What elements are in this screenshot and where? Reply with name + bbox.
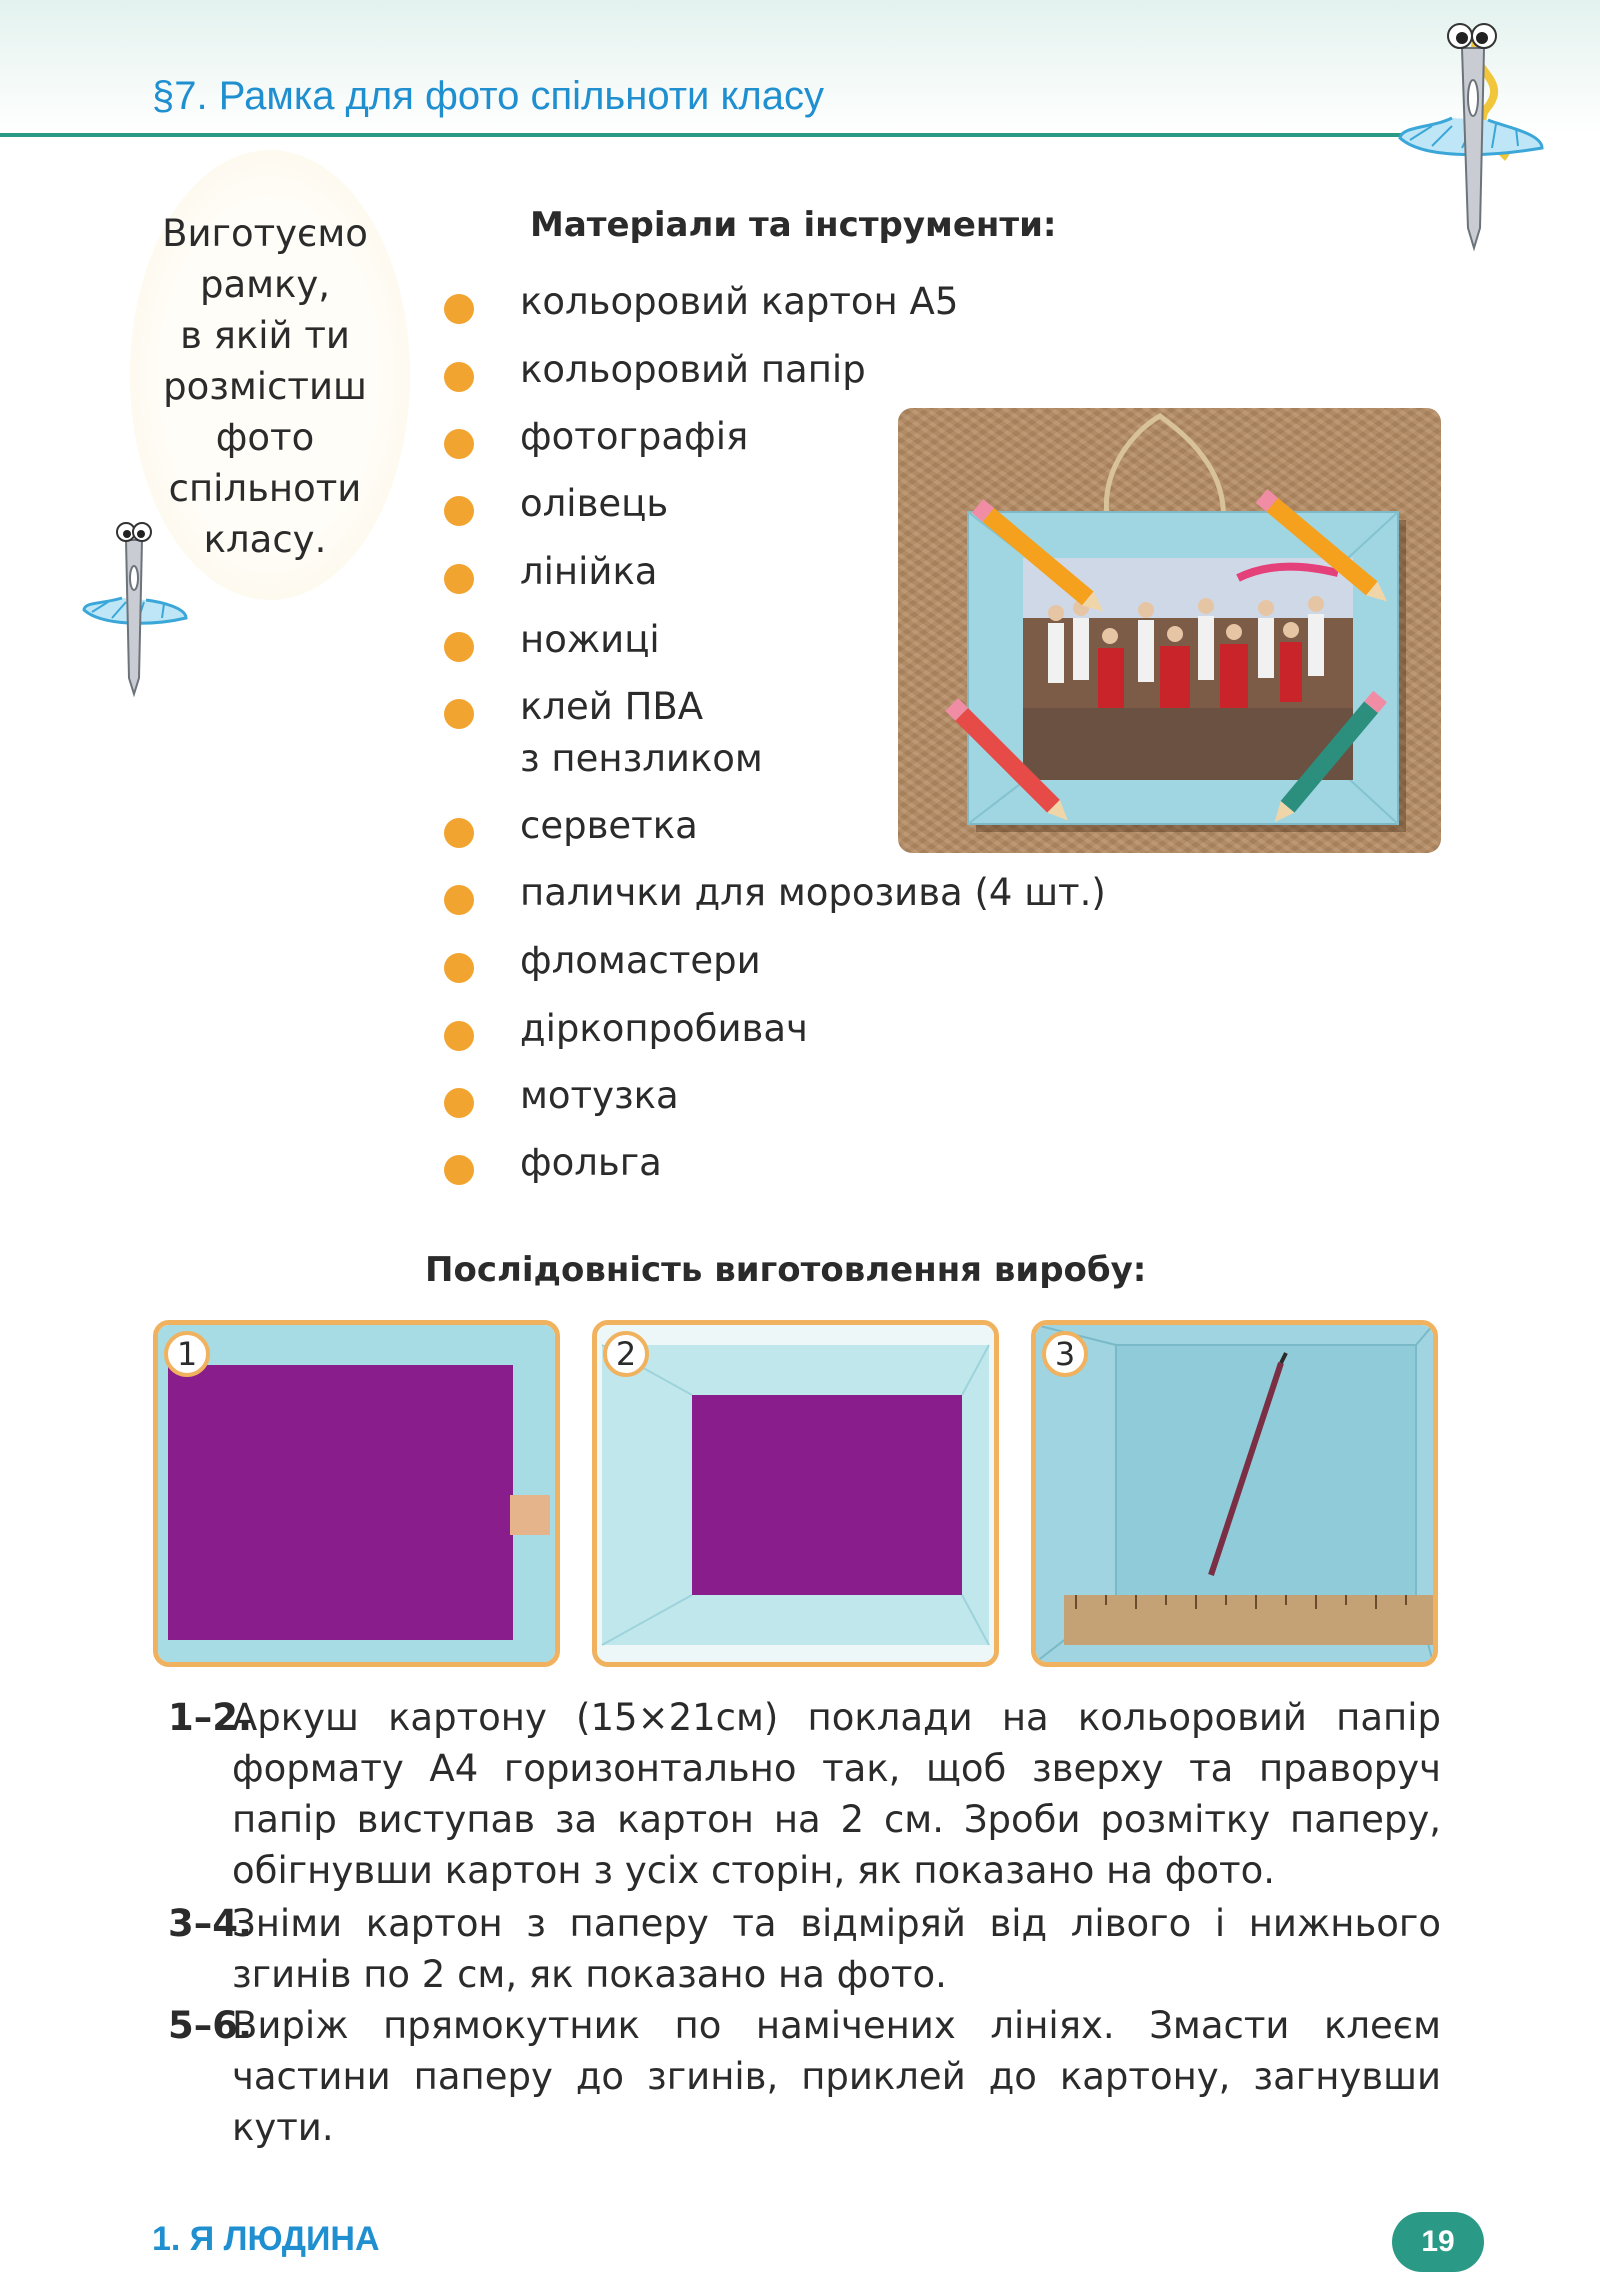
step-3-illustration (1036, 1325, 1433, 1662)
instruction-step (168, 1692, 1441, 1896)
bullet-icon (444, 953, 474, 983)
instruction-text: Аркуш картону (15×21см) поклади на кольоровий папір формату А4 горизонтально так, щоб зверху та праворуч папір виступав за картон на 2 см. Зроби розмітку паперу, обігнувши картон з усіх сторін, як показано на фото. (232, 1696, 1441, 1892)
instruction-text: Зніми картон з паперу та відміряй від лівого і нижнього згинів по 2 см, як показано на фото. (232, 1902, 1441, 1996)
needle-mascot-small-icon (82, 518, 192, 698)
bullet-icon (444, 885, 474, 915)
page-title: §7. Рамка для фото спільноти класу (152, 74, 825, 118)
step-1-illustration (158, 1325, 555, 1662)
bullet-icon (444, 1155, 474, 1185)
needle-mascot-icon (1392, 8, 1562, 258)
bullet-icon (444, 564, 474, 594)
step-number-badge: 2 (603, 1331, 649, 1377)
step-photo-2 (592, 1320, 999, 1667)
bullet-icon (444, 496, 474, 526)
page-number: 19 (1392, 2212, 1484, 2272)
bullet-icon (444, 1021, 474, 1051)
instruction-number: 5–6. (168, 2004, 253, 2047)
bullet-icon (444, 1088, 474, 1118)
instruction-number: 1–2. (168, 1696, 253, 1739)
instruction-number: 3–4. (168, 1902, 253, 1945)
bullet-icon (444, 429, 474, 459)
finished-frame-photo (898, 408, 1441, 853)
step-photo-1 (153, 1320, 560, 1667)
step-photo-3 (1031, 1320, 1438, 1667)
frame-illustration (898, 408, 1441, 853)
header-rule (0, 133, 1455, 137)
step-number-badge: 3 (1042, 1331, 1088, 1377)
bullet-icon (444, 818, 474, 848)
materials-heading: Матеріали та інструменти: (530, 205, 1057, 245)
instruction-text: Виріж прямокутник по намічених лініях. Змасти клеєм частини паперу до згинів, приклей до картону, загнувши кути. (232, 2004, 1441, 2149)
sequence-heading: Послідовність виготовлення виробу: (425, 1250, 1147, 1290)
bullet-icon (444, 294, 474, 324)
bullet-icon (444, 362, 474, 392)
step-number-badge: 1 (164, 1331, 210, 1377)
instruction-step (168, 1898, 1441, 2000)
intro-text: Виготуємо рамку, в якій ти розмістиш фото спільноти класу. (162, 212, 368, 561)
footer-section-label: 1. Я ЛЮДИНА (152, 2220, 380, 2258)
instruction-step (168, 2000, 1441, 2153)
bullet-icon (444, 699, 474, 729)
step-2-illustration (597, 1325, 994, 1662)
bullet-icon (444, 632, 474, 662)
